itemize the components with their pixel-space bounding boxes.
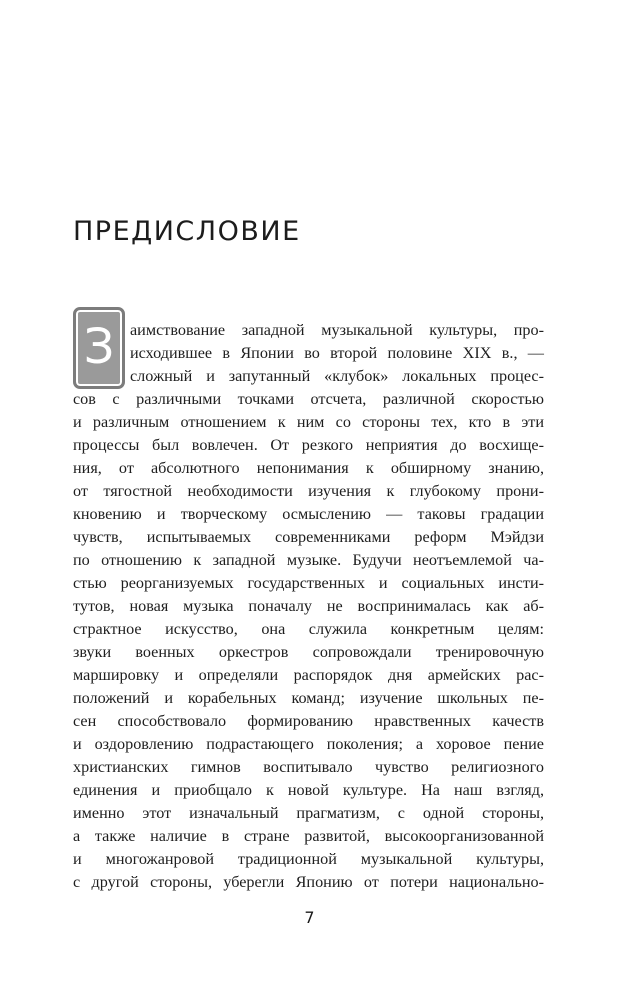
- text-line: страктное искусство, она служила конкретным целям:: [73, 620, 544, 638]
- text-line: маршировку и определяли распорядок дня армейских рас-: [73, 666, 544, 684]
- text-line: звуки военных оркестров сопровождали тренировочную: [73, 643, 544, 661]
- text-line: от тягостной необходимости изучения к глубокому прони-: [73, 482, 544, 500]
- text-line: христианских гимнов воспитывало чувство религиозного: [73, 758, 544, 776]
- text-line: стью реорганизуемых государственных и социальных инсти-: [73, 574, 544, 592]
- text-line: и оздоровлению подрастающего поколения; а хоровое пение: [73, 735, 544, 753]
- text-line: а также наличие в стране развитой, высокоорганизованной: [73, 827, 544, 845]
- text-line: аимствование западной музыкальной культуры, про-: [130, 321, 544, 339]
- text-line: исходившее в Японии во второй половине XIX в., —: [130, 344, 544, 362]
- text-line: и многожанровой традиционной музыкальной культуры,: [73, 850, 544, 868]
- text-line: сложный и запутанный «клубок» локальных процес-: [130, 367, 544, 385]
- text-line: сов с различными точками отсчета, различной скоростью: [73, 390, 544, 408]
- text-line: процессы был вовлечен. От резкого неприятия до восхище-: [73, 436, 544, 454]
- text-line: именно этот изначальный прагматизм, с одной стороны,: [73, 804, 544, 822]
- text-line: и различным отношением к ним со стороны тех, кто в эти: [73, 413, 544, 431]
- drop-cap-letter: З: [83, 319, 115, 375]
- chapter-title: ПРЕДИСЛОВИЕ: [73, 216, 301, 247]
- text-line: чувств, испытываемых современниками реформ Мэйдзи: [73, 528, 544, 546]
- text-line: по отношению к западной музыке. Будучи неотъемлемой ча-: [73, 551, 544, 569]
- text-line: единения и приобщало к новой культуре. На наш взгляд,: [73, 781, 544, 799]
- text-line: с другой стороны, уберегли Японию от потери национально-: [73, 873, 544, 891]
- text-line: положений и корабельных команд; изучение школьных пе-: [73, 689, 544, 707]
- drop-cap: [73, 307, 125, 389]
- text-line: сен способствовало формированию нравственных качеств: [73, 712, 544, 730]
- page-number: 7: [304, 908, 315, 927]
- text-line: кновению и творческому осмыслению — таковы градации: [73, 505, 544, 523]
- text-line: тутов, новая музыка поначалу не воспринималась как аб-: [73, 597, 544, 615]
- text-line: ния, от абсолютного непонимания к обширному знанию,: [73, 459, 544, 477]
